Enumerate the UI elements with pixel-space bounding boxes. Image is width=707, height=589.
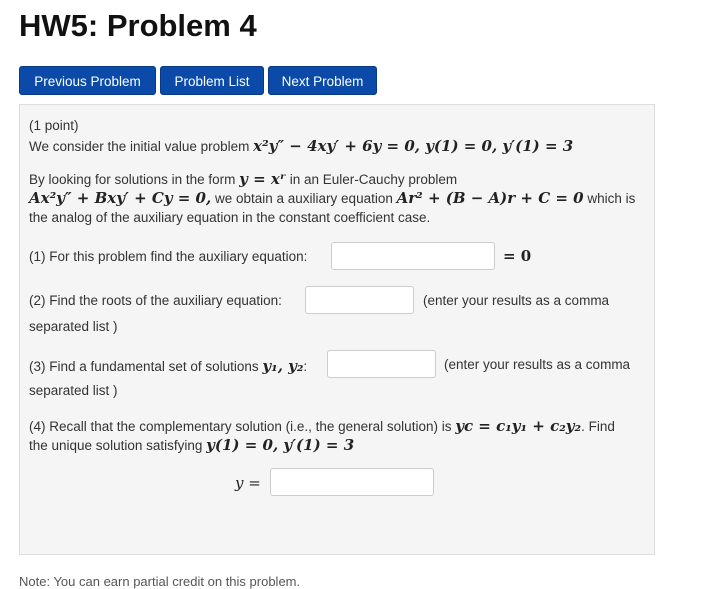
intro-math: x²y″ − 4xy′ + 6y = 0, y(1) = 0, y′(1) = 3 bbox=[253, 137, 574, 155]
roots-input[interactable] bbox=[305, 286, 414, 314]
next-problem-button[interactable]: Next Problem bbox=[268, 66, 377, 95]
paragraph-line-2 bbox=[29, 189, 635, 207]
q3-label: (3) Find a fundamental set of solutions bbox=[29, 359, 259, 374]
q4-line-1 bbox=[29, 417, 615, 435]
para-text-1a: By looking for solutions in the form bbox=[29, 172, 236, 187]
auxiliary-equation-input[interactable] bbox=[331, 242, 495, 270]
q4-text-a: (4) Recall that the complementary solution (i.e., the general solution) is bbox=[29, 419, 452, 434]
q4-math-2: y(1) = 0, y′(1) = 3 bbox=[206, 436, 355, 454]
q2-hint: (enter your results as a comma bbox=[423, 293, 610, 308]
para-text-2b: which is bbox=[587, 191, 636, 206]
para-math-2b: Ar² + (B − A)r + C = 0 bbox=[396, 189, 584, 207]
q2-hint-cont: separated list ) bbox=[29, 319, 118, 334]
q1-label: (1) For this problem find the auxiliary equation: bbox=[29, 249, 308, 264]
paragraph-line-3: the analog of the auxiliary equation in the constant coefficient case. bbox=[29, 210, 431, 225]
partial-credit-note: Note: You can earn partial credit on this problem. bbox=[19, 574, 301, 589]
q3-math: y₁, y₂ bbox=[262, 357, 304, 375]
q4-text-2: the unique solution satisfying bbox=[29, 438, 203, 453]
para-text-1b: in an Euler-Cauchy problem bbox=[289, 172, 458, 187]
q4-math: yc = c₁y₁ + c₂y₂ bbox=[455, 417, 582, 435]
problem-list-button[interactable]: Problem List bbox=[160, 66, 264, 95]
intro-text: We consider the initial value problem bbox=[29, 139, 250, 154]
para-math-1: y = xʳ bbox=[239, 170, 286, 188]
fundamental-set-input[interactable] bbox=[327, 350, 436, 378]
answer-label: y = bbox=[235, 474, 261, 492]
para-text-2a: we obtain a auxiliary equation bbox=[214, 191, 393, 206]
q1-suffix: = 0 bbox=[503, 247, 532, 265]
q4-line-2 bbox=[29, 436, 354, 454]
solution-input[interactable] bbox=[270, 468, 434, 496]
para-math-2a: Ax²y″ + Bxy′ + Cy = 0, bbox=[29, 189, 212, 207]
problem-panel bbox=[19, 104, 655, 555]
previous-problem-button[interactable]: Previous Problem bbox=[19, 66, 156, 95]
intro-line bbox=[29, 137, 573, 155]
q3-colon: : bbox=[303, 359, 308, 374]
paragraph-line-1 bbox=[29, 170, 457, 188]
q3-hint-cont: separated list ) bbox=[29, 383, 118, 398]
q3-line bbox=[29, 357, 307, 375]
points-label: (1 point) bbox=[29, 118, 79, 133]
page-title: HW5: Problem 4 bbox=[19, 8, 257, 43]
q3-hint: (enter your results as a comma bbox=[444, 357, 631, 372]
q4-text-b: . Find bbox=[581, 419, 615, 434]
q2-label: (2) Find the roots of the auxiliary equation: bbox=[29, 293, 282, 308]
